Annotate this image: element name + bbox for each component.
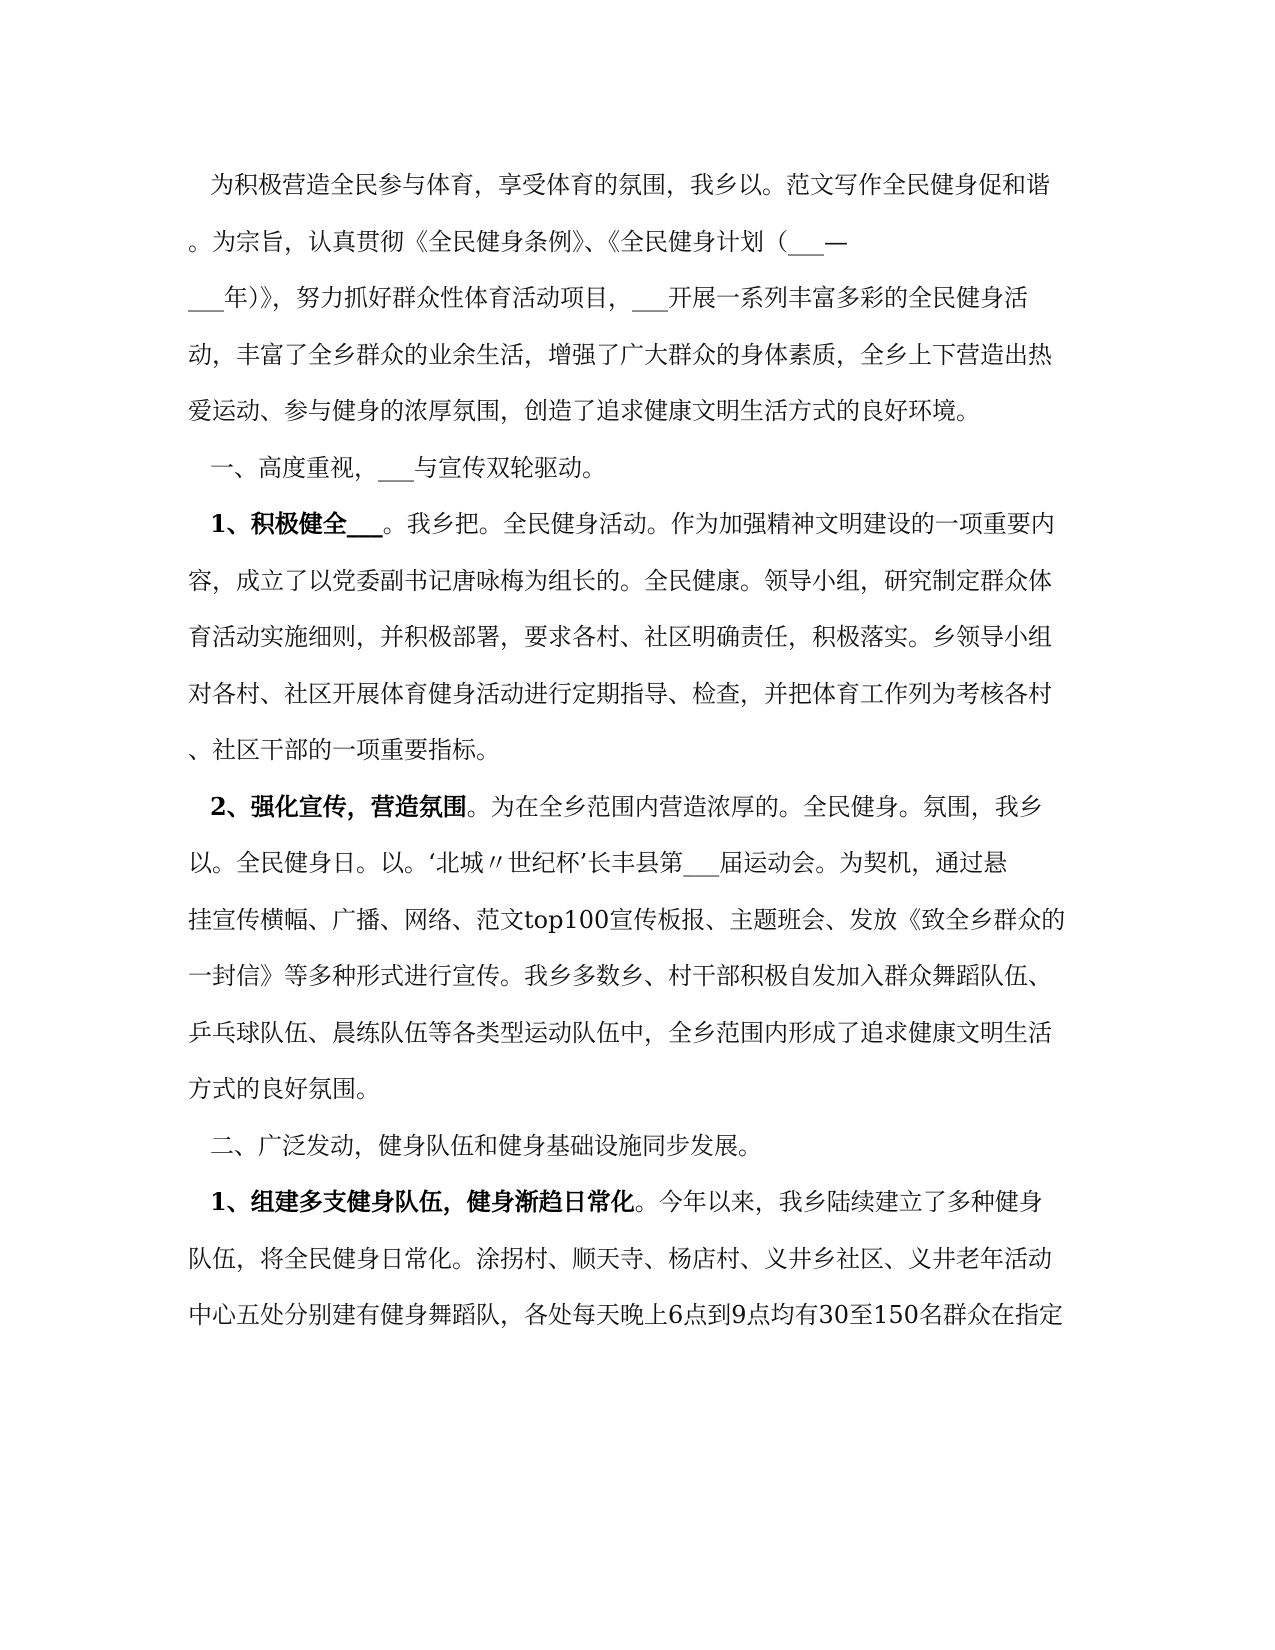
subsection-heading-3: 1、组建多支健身队伍，健身渐趋日常化 [210,1187,635,1216]
subsection-line-1 [210,509,1055,539]
subsection-heading-2: 2、强化宣传，营造氛围 [210,792,467,821]
section-heading-1: 一、高度重视，___与宣传双轮驱动。 [210,454,606,482]
subsection-text-1: 。我乡把。全民健身活动。作为加强精神文明建设的一项重要内 [382,510,1055,538]
subsection-text-2: 。为在全乡范围内营造浓厚的。全民健身。氛围，我乡 [466,793,1043,821]
paragraph-line-3: ___年）》，努力抓好群众性体育活动项目，___开展一系列丰富多彩的全民健身活 [188,284,1028,312]
subsection-heading-1: 1、积极健全___ [210,509,383,538]
paragraph-line-12: 一封信》等多种形式进行宣传。我乡多数乡、村干部积极自发加入群众舞蹈队伍、 [188,962,1052,990]
paragraph-line-11: 挂宣传横幅、广播、网络、范文top100宣传板报、主题班会、发放《致全乡群众的 [188,906,1066,934]
section-heading-2: 二、广泛发动，健身队伍和健身基础设施同步发展。 [210,1132,762,1160]
subsection-line-3 [210,1187,1043,1217]
paragraph-line-10: 以。全民健身日。以。‘北城〃世纪杯’长丰县第___届运动会。为契机，通过悬 [188,849,1008,877]
paragraph-line-5: 爱运动、参与健身的浓厚氛围，创造了追求健康文明生活方式的良好环境。 [188,397,980,425]
paragraph-line-6: 容，成立了以党委副书记唐咏梅为组长的。全民健康。领导小组，研究制定群众体 [188,567,1052,595]
paragraph-line-2: 。为宗旨，认真贯彻《全民健身条例》、《全民健身计划（___— [188,228,848,256]
paragraph-line-4: 动，丰富了全乡群众的业余生活，增强了广大群众的身体素质，全乡上下营造出热 [188,341,1052,369]
paragraph-line-1: 为积极营造全民参与体育，享受体育的氛围，我乡以。范文写作全民健身促和谐 [210,171,1050,199]
paragraph-line-16: 中心五处分别建有健身舞蹈队，各处每天晚上6点到9点均有30至150名群众在指定 [188,1301,1063,1329]
paragraph-line-15: 队伍，将全民健身日常化。涂拐村、顺天寺、杨店村、义井乡社区、义井老年活动 [188,1245,1052,1273]
paragraph-line-8: 对各村、社区开展体育健身活动进行定期指导、检查，并把体育工作列为考核各村 [188,680,1052,708]
paragraph-line-9: 、社区干部的一项重要指标。 [188,736,500,764]
subsection-text-3: 。今年以来，我乡陆续建立了多种健身 [634,1188,1043,1216]
paragraph-line-13: 乒乓球队伍、晨练队伍等各类型运动队伍中，全乡范围内形成了追求健康文明生活 [188,1019,1052,1047]
subsection-line-2 [210,792,1043,822]
paragraph-line-14: 方式的良好氛围。 [188,1075,380,1103]
paragraph-line-7: 育活动实施细则，并积极部署，要求各村、社区明确责任，积极落实。乡领导小组 [188,623,1052,651]
